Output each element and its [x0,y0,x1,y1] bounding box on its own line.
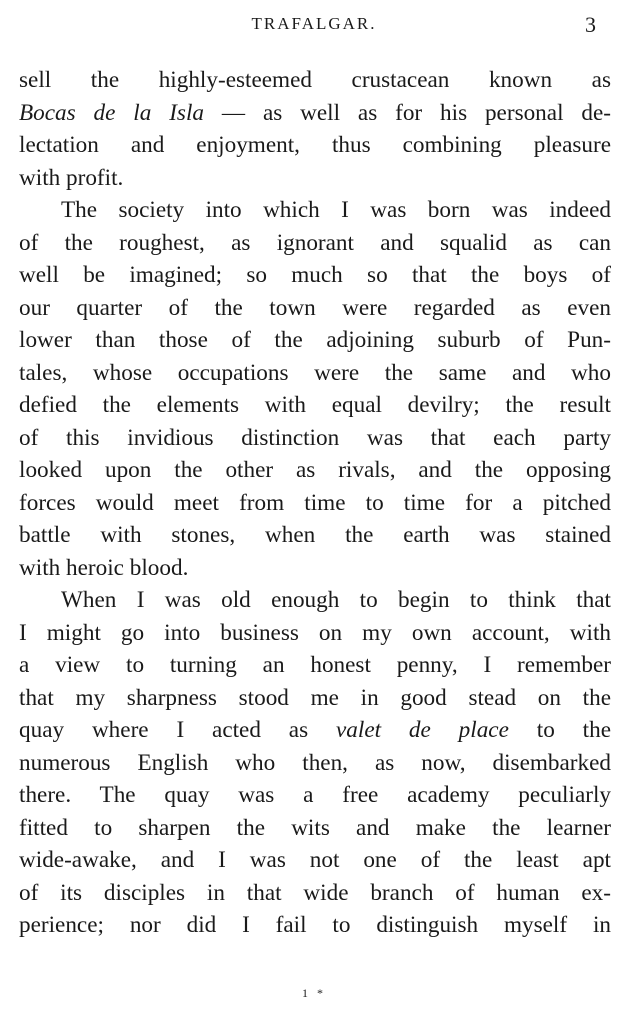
text-line [19,292,611,325]
text-run: of this invidious distinction was that each party [19,424,611,451]
text-run: When I was old enough to begin to think that [61,587,611,613]
text-run: a view to turning an honest penny, I remember [19,652,611,678]
text-line [19,584,611,617]
text-line [19,779,611,812]
text-line [19,357,611,390]
text-run: I might go into business on my own account, with [19,619,611,646]
text-run: The society into which I was born was indeed [61,197,611,223]
text-run: wide-awake, and I was not one of the least apt [19,847,611,873]
text-run: lectation and enjoyment, thus combining pleasure [19,132,611,158]
body-text [19,64,611,942]
text-line [19,649,611,682]
text-run: lower than those of the adjoining suburb of Pun- [19,327,611,353]
text-run: there. The quay was a free academy peculiarly [19,782,611,808]
text-run: numerous English who then, as now, disembarked [19,749,611,776]
text-line [19,617,611,650]
text-line [19,844,611,877]
text-run: fitted to sharpen the wits and make the learner [19,814,611,841]
text-line [19,64,611,97]
text-line [19,877,611,910]
text-run: that my sharpness stood me in good stead on the [19,684,611,711]
italic-phrase: Bocas de la Isla [19,99,204,126]
text-run: — as well as for his personal de- [204,99,611,126]
text-line [19,227,611,260]
text-line [19,454,611,487]
signature-mark: 1 * [302,986,326,1000]
text-line [19,422,611,455]
text-run: to the [508,717,611,743]
text-line [19,324,611,357]
text-run: defied the elements with equal devilry; the result [19,392,611,418]
italic-phrase: valet de place [336,717,509,743]
text-line [19,259,611,292]
text-line [19,487,611,520]
text-run: of the roughest, as ignorant and squalid as can [19,229,611,256]
text-line [19,747,611,780]
text-run: sell the highly-esteemed crustacean known as [19,67,611,93]
text-run: well be imagined; so much so that the boys of [19,262,611,288]
text-run: with heroic blood. [19,554,189,581]
text-line [19,194,611,227]
text-run: our quarter of the town were regarded as even [19,294,611,321]
page-number: 3 [585,12,596,37]
text-run: of its disciples in that wide branch of human ex- [19,879,611,906]
text-line [19,162,611,195]
text-run: tales, whose occupations were the same and who [19,359,611,386]
text-run: with profit. [19,164,124,191]
text-line [19,97,611,130]
text-run: quay where I acted as [19,717,336,743]
text-run: battle with stones, when the earth was stained [19,522,611,548]
text-line [19,714,611,747]
text-line [19,129,611,162]
running-title: TRAFALGAR. [251,14,377,33]
text-run: perience; nor did I fail to distinguish myself in [19,912,611,938]
running-head [18,12,610,40]
text-line [19,812,611,845]
text-run: looked upon the other as rivals, and the opposing [19,457,611,483]
text-line [19,519,611,552]
text-line [19,909,611,942]
text-line [19,552,611,585]
text-run: forces would meet from time to time for a pitched [19,489,611,516]
text-line [19,389,611,422]
text-line [19,682,611,715]
